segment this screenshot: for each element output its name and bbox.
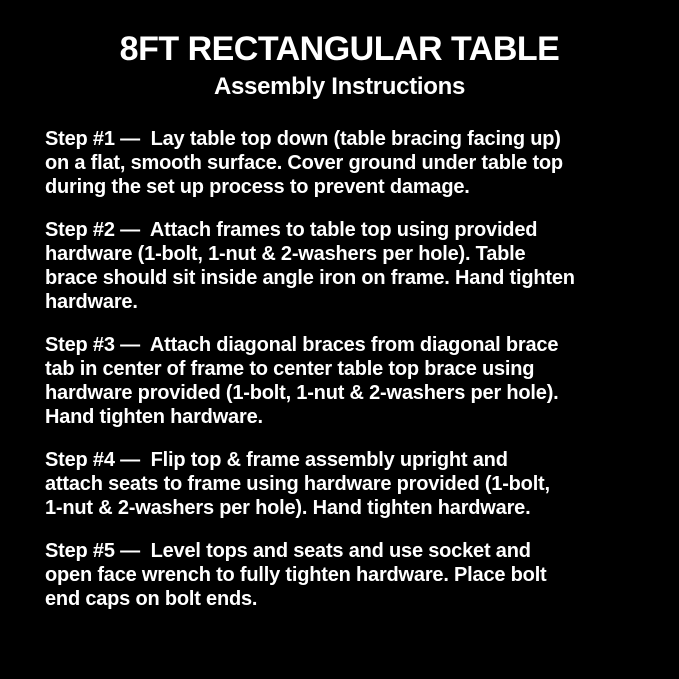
step-3 <box>45 333 643 429</box>
step-4 <box>45 448 643 520</box>
step-5-line-2: open face wrench to fully tighten hardware. Place bolt <box>45 564 547 586</box>
step-4-line-3: 1-nut & 2-washers per hole). Hand tighten hardware. <box>45 497 531 519</box>
step-1-line-3: during the set up process to prevent damage. <box>45 176 470 198</box>
step-2-line-2: hardware (1-bolt, 1-nut & 2-washers per hole). Table <box>45 243 526 265</box>
step-3-line-4: Hand tighten hardware. <box>45 406 263 428</box>
step-2 <box>45 218 643 314</box>
page-title: 8FT RECTANGULAR TABLE <box>119 30 560 68</box>
step-1-line-2: on a flat, smooth surface. Cover ground under table top <box>45 152 563 174</box>
step-1-line-1: Step #1 — Lay table top down (table bracing facing up) <box>45 128 561 150</box>
step-3-line-2: tab in center of frame to center table top brace using <box>45 358 535 380</box>
step-4-line-2: attach seats to frame using hardware provided (1-bolt, <box>45 473 550 495</box>
step-4-line-1: Step #4 — Flip top & frame assembly upright and <box>45 449 508 471</box>
step-1 <box>45 127 643 199</box>
step-5-line-3: end caps on bolt ends. <box>45 588 258 610</box>
step-3-line-1: Step #3 — Attach diagonal braces from diagonal brace <box>45 334 559 356</box>
step-3-line-3: hardware provided (1-bolt, 1-nut & 2-washers per hole). <box>45 382 559 404</box>
step-2-line-4: hardware. <box>45 291 138 313</box>
step-5 <box>45 539 643 611</box>
step-2-line-3: brace should sit inside angle iron on frame. Hand tighten <box>45 267 575 289</box>
step-5-line-1: Step #5 — Level tops and seats and use socket and <box>45 540 531 562</box>
page-subtitle: Assembly Instructions <box>213 73 466 100</box>
step-2-line-1: Step #2 — Attach frames to table top using provided <box>45 219 538 241</box>
steps-list <box>0 127 679 611</box>
